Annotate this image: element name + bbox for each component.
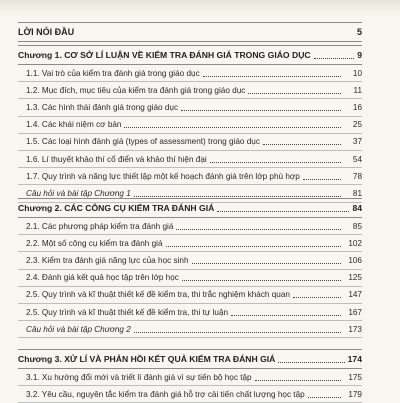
page-top-edge — [0, 0, 400, 14]
toc-item-page: 11 — [353, 85, 362, 95]
preface-title: LỜI NÓI ĐẦU — [18, 27, 75, 37]
toc-item — [18, 252, 362, 269]
leader-dots — [210, 162, 341, 163]
leader-dots — [255, 380, 341, 381]
chapter-title: Chương 2. CÁC CÔNG CỤ KIỂM TRA ĐÁNH GIÁ — [18, 203, 215, 213]
toc-item-title: 2.5. Quy trình và kĩ thuật thiết kế đề kiểm tra, thi tự luận — [26, 307, 229, 317]
toc-item — [18, 369, 362, 386]
toc-item-page: 173 — [348, 324, 362, 334]
toc-item-title: 2.5. Quy trình và kĩ thuật thiết kế đề kiểm tra, thi trắc nghiệm khách quan — [26, 290, 290, 300]
toc-item-title: 2.4. Đánh giá kết quả học tập trên lớp học — [26, 273, 179, 283]
toc-item — [18, 99, 362, 116]
leader-dots — [134, 196, 341, 197]
chapter-1-section — [18, 45, 362, 203]
leader-dots — [181, 110, 341, 111]
toc-item — [18, 235, 362, 252]
toc-item-title: 1.6. Lí thuyết khảo thí cổ điển và khảo thí hiện đại — [26, 154, 207, 164]
toc-item-title: 2.1. Các phương pháp kiểm tra đánh giá — [26, 221, 174, 231]
leader-dots — [192, 263, 341, 264]
toc-item-title: 1.5. Các loại hình đánh giá (types of assessment) trong giáo dục — [26, 137, 260, 147]
chapter-title: Chương 3. XỬ LÍ VÀ PHẢN HỒI KẾT QUẢ KIỂM TRA ĐÁNH GIÁ — [18, 354, 276, 364]
chapter-page: 9 — [357, 50, 362, 60]
toc-item-title: 2.2. Một số công cụ kiểm tra đánh giá — [26, 238, 163, 248]
leader-dots — [166, 246, 341, 247]
toc-item-title: 1.3. Các hình thái đánh giá trong giáo dục — [26, 102, 179, 112]
chapter-2-section — [18, 198, 362, 338]
toc-item-page: 81 — [352, 188, 362, 198]
toc-item-page: 37 — [352, 137, 362, 147]
toc-item-title: 1.4. Các khái niệm cơ bản — [26, 120, 122, 130]
toc-item-page: 106 — [348, 255, 362, 265]
toc-item-page: 175 — [348, 372, 362, 382]
toc-item-title: 2.3. Kiểm tra đánh giá năng lực của học sinh — [26, 255, 189, 265]
toc-item-page: 25 — [352, 120, 362, 130]
toc-item-title: 1.2. Mục đích, mục tiêu của kiểm tra đánh giá trong giáo dục — [26, 85, 246, 95]
leader-dots — [314, 58, 355, 59]
toc-item — [18, 270, 362, 287]
chapter-3-heading — [18, 349, 362, 369]
toc-item — [18, 65, 362, 82]
toc-item-title: 1.7. Quy trình và năng lực thiết lập một kế hoạch đánh giá trên lớp phù hợp — [26, 171, 300, 181]
toc-item-page: 102 — [348, 238, 362, 248]
leader-dots — [293, 297, 341, 298]
chapter-title: Chương 1. CƠ SỞ LÍ LUẬN VỀ KIỂM TRA ĐÁNH GIÁ TRONG GIÁO DỤC — [18, 50, 311, 60]
toc-item — [18, 304, 362, 321]
toc-item-page: 179 — [348, 389, 362, 399]
leader-dots — [303, 179, 341, 180]
preface-page: 5 — [356, 27, 362, 37]
toc-item — [18, 134, 362, 151]
toc-item — [18, 386, 362, 403]
toc-item-title: Câu hỏi và bài tập Chương 2 — [26, 324, 131, 334]
leader-dots — [217, 211, 349, 212]
leader-dots — [308, 397, 341, 398]
toc-item-title: 3.1. Xu hướng đổi mới và triết lí đánh giá vì sự tiến bộ học tập — [26, 372, 252, 382]
leader-dots — [248, 93, 341, 94]
toc-item — [18, 168, 362, 185]
toc-entry-preface — [18, 22, 362, 42]
toc-item-exercises — [18, 321, 362, 338]
leader-dots — [203, 76, 341, 77]
chapter-2-heading — [18, 198, 362, 218]
leader-dots — [263, 144, 341, 145]
toc-item-page: 16 — [352, 102, 362, 112]
toc-item — [18, 82, 362, 99]
leader-dots — [124, 127, 341, 128]
leader-dots — [176, 229, 341, 230]
toc-item-page: 78 — [352, 171, 362, 181]
toc-item-page: 167 — [348, 307, 362, 317]
toc-item-page: 85 — [352, 221, 362, 231]
toc-item-title: 3.2. Yêu cầu, nguyên tắc kiểm tra đánh giá hỗ trợ cải tiến chất lượng học tập — [26, 389, 305, 399]
leader-dots — [182, 280, 341, 281]
toc-item-page: 125 — [348, 273, 362, 283]
toc-item — [18, 287, 362, 304]
leader-dots — [134, 332, 341, 333]
leader-dots — [231, 315, 341, 316]
toc-item-title: Câu hỏi và bài tập Chương 1 — [26, 188, 131, 198]
toc-item-page: 54 — [352, 154, 362, 164]
toc-item-title: 1.1. Vai trò của kiểm tra đánh giá trong giáo dục — [26, 68, 200, 78]
chapter-page: 84 — [352, 203, 362, 213]
toc-item-page: 10 — [352, 68, 362, 78]
chapter-3-section — [18, 349, 362, 403]
toc-item — [18, 151, 362, 168]
toc-item — [18, 117, 362, 134]
chapter-page: 174 — [347, 354, 362, 364]
toc-item — [18, 218, 362, 235]
chapter-1-heading — [18, 45, 362, 65]
leader-dots — [278, 362, 344, 363]
toc-item-page: 147 — [348, 290, 362, 300]
